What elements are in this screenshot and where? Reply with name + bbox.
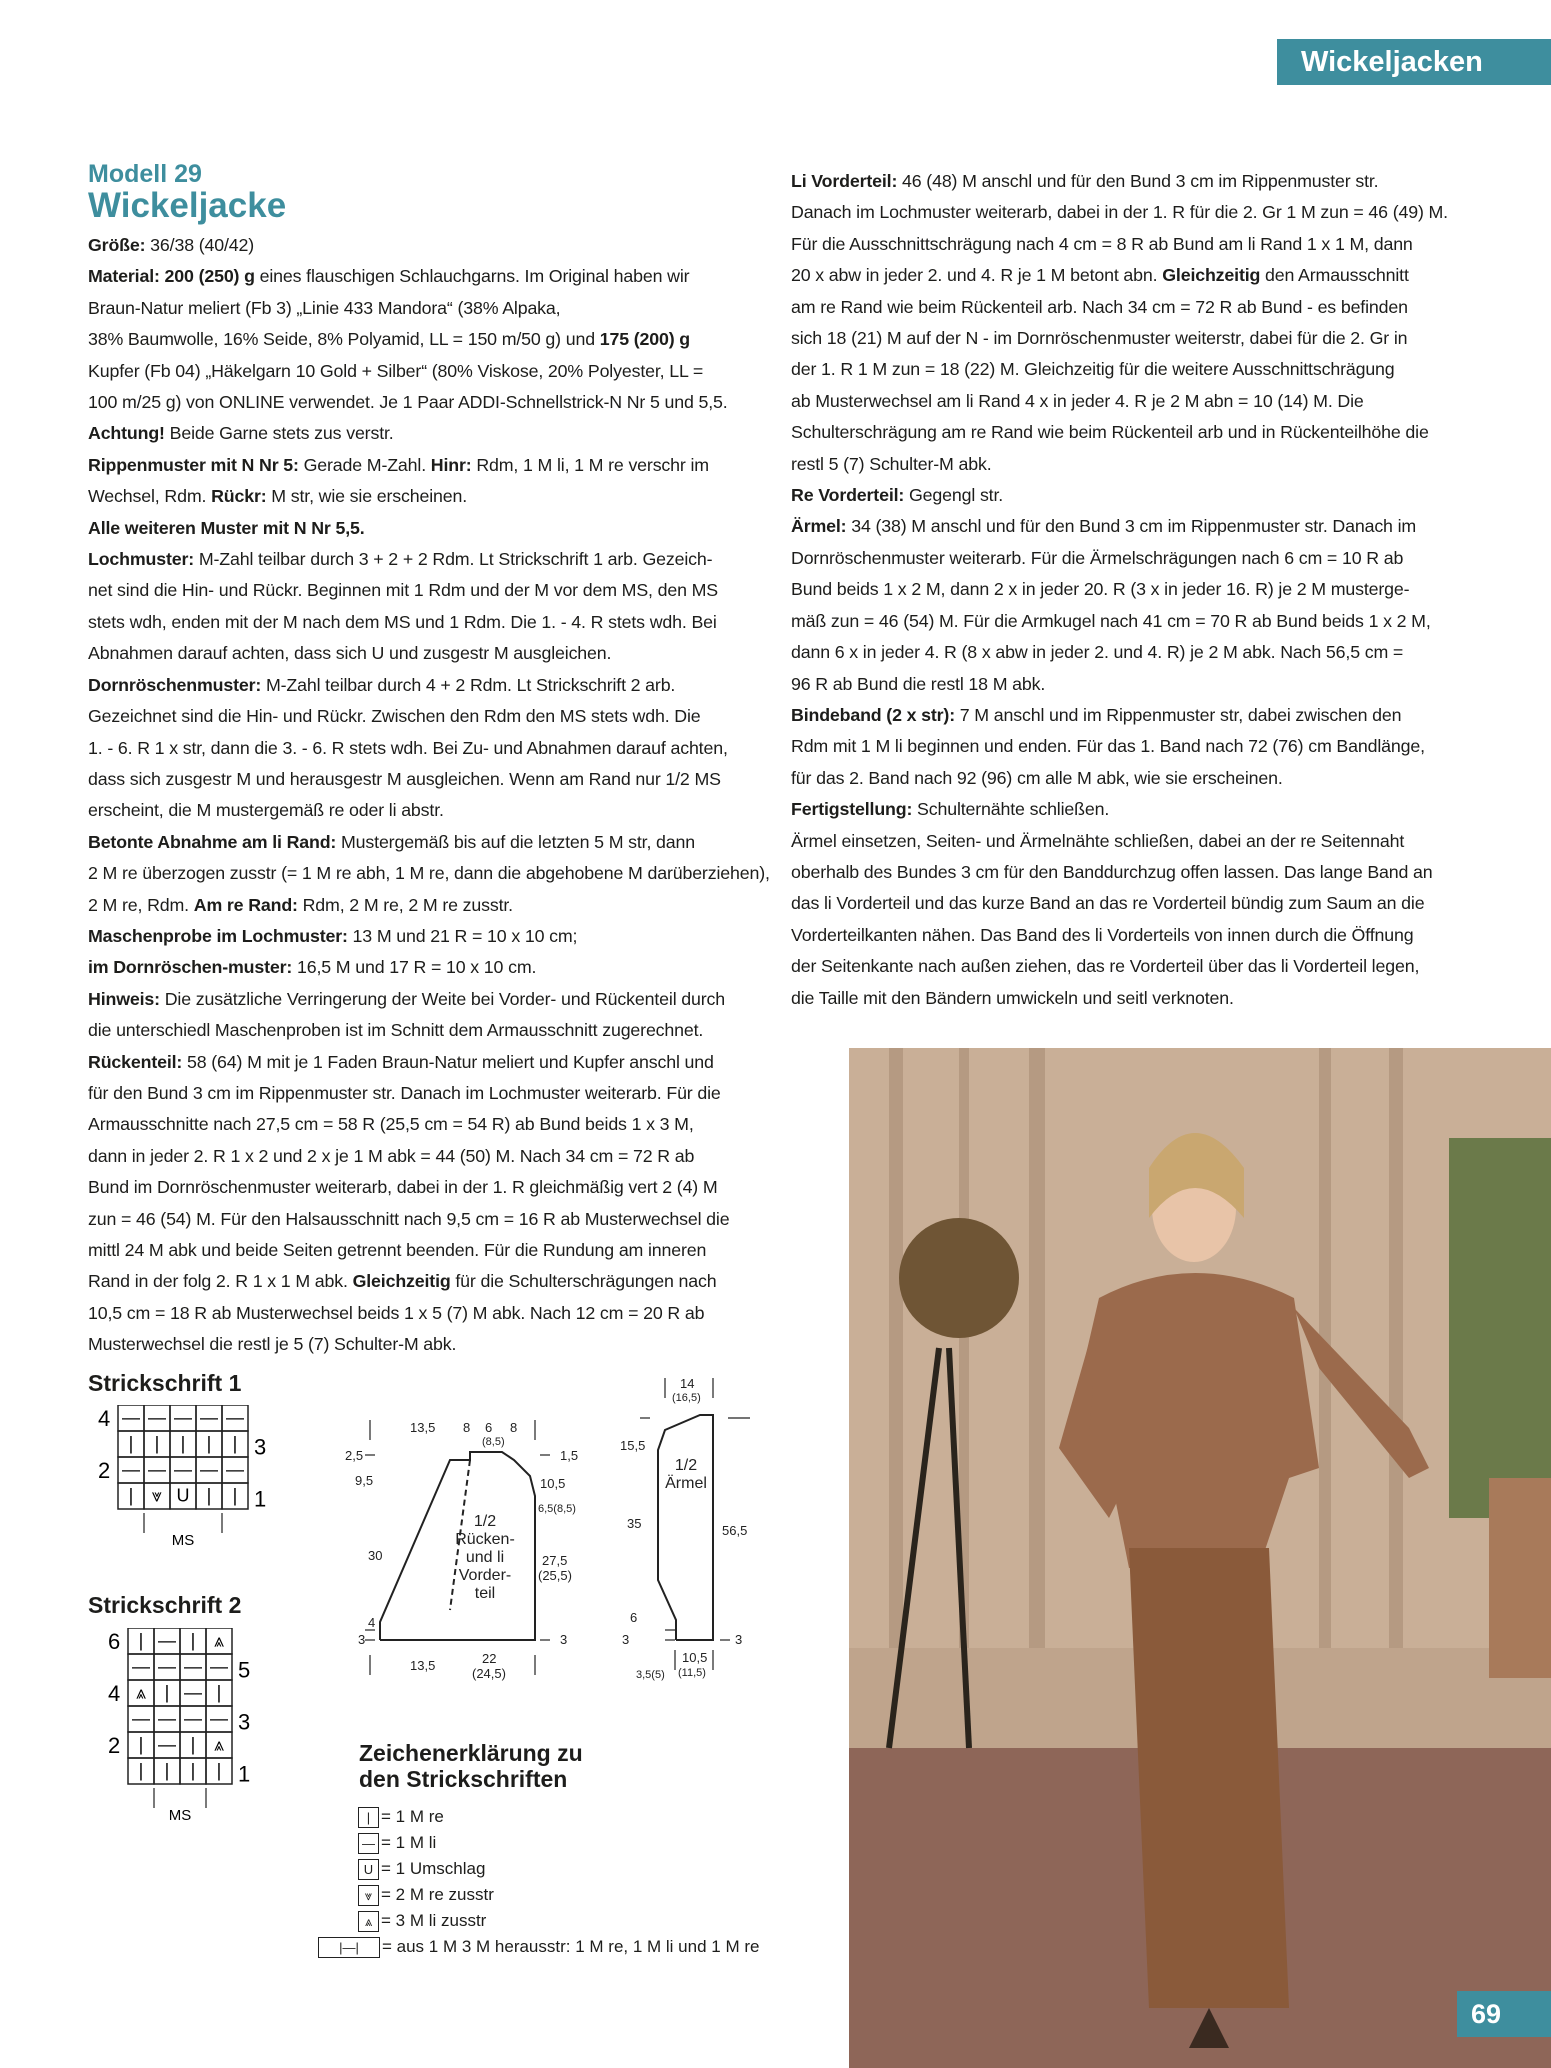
bold-text: Re Vorderteil: [791, 485, 905, 506]
schematic-sleeve [610, 1370, 780, 1690]
chart-row-number: 1 [254, 1486, 267, 1512]
text: 100 m/25 g) von ONLINE verwendet. Je 1 Paar ADDI-Schnellstrick-N Nr 5 und 5,5. [88, 392, 728, 413]
chart-symbol: — [174, 1459, 192, 1480]
text: am re Rand wie beim Rückenteil arb. Nach 34 cm = 72 R ab Bund - es befinden [791, 296, 1408, 317]
dim-body-bottom-1: 13,5 [410, 1658, 436, 1673]
model-photo [849, 1048, 1551, 2068]
text-line [88, 858, 770, 889]
schematic-body-label-5: teil [474, 1585, 496, 1602]
legend-text: = 1 M li [381, 1833, 437, 1852]
chart2-title: Strickschrift 2 [88, 1592, 242, 1618]
text-line [88, 827, 770, 858]
text: Rdm mit 1 M li beginnen und enden. Für das 1. Band nach 72 (76) cm Bandlänge, [791, 736, 1425, 757]
instructions-left-column [88, 230, 770, 1361]
text-line [791, 888, 1466, 919]
schematic-body-label-1: 1/2 [473, 1513, 497, 1530]
chart-symbol: | [232, 1433, 238, 1454]
text-line [791, 606, 1466, 637]
legend-item [358, 1831, 436, 1855]
text-line [791, 669, 1466, 700]
chart-row-number: 3 [254, 1434, 267, 1460]
text-line [88, 890, 770, 921]
page-number: 69 [1457, 1991, 1551, 2037]
legend-text: = 2 M re zusstr [381, 1885, 494, 1904]
chart-symbol: — [158, 1656, 176, 1677]
text: 13 M und 21 R = 10 x 10 cm; [347, 925, 578, 946]
text: der 1. R 1 M zun = 18 (22) M. Gleichzeitig für die weitere Ausschnittschrägung [791, 359, 1395, 380]
text: restl 5 (7) Schulter-M abk. [791, 453, 992, 474]
text: Die zusätzliche Verringerung der Weite bei Vorder- und Rückenteil durch [159, 988, 726, 1009]
text-line [791, 543, 1466, 574]
text: Für die Ausschnittschrägung nach 4 cm = 8 R ab Bund am li Rand 1 x 1 M, dann [791, 233, 1413, 254]
text-line [88, 1204, 770, 1235]
dim-sleeve-right-1: 56,5 [722, 1523, 748, 1538]
bold-text: Alle weiteren Muster mit N Nr 5,5. [88, 517, 365, 538]
legend-item [318, 1935, 759, 1959]
text-line [88, 356, 770, 387]
chart-symbol: | [138, 1734, 144, 1755]
bold-text: Größe: [88, 235, 146, 255]
text: Dornröschenmuster weiterarb. Für die Ärmelschrägungen nach 6 cm = 10 R ab [791, 547, 1404, 568]
chart-symbol: — [200, 1459, 218, 1480]
text-line [88, 764, 770, 795]
bold-text: im Dornröschen-muster: [88, 957, 293, 978]
text: 2 M re, Rdm. [88, 894, 194, 915]
schematic-body-label-2: Rücken- [455, 1531, 515, 1548]
text: zun = 46 (54) M. Für den Halsausschnitt nach 9,5 cm = 16 R ab Musterwechsel die [88, 1208, 730, 1229]
text-line [88, 1266, 770, 1297]
chart-symbol: | [206, 1433, 212, 1454]
bold-text: Am re Rand: [193, 894, 298, 915]
chart-symbol: | [138, 1760, 144, 1781]
chart-symbol: ⩓ [135, 1682, 147, 1703]
legend-item [358, 1857, 485, 1881]
text-line [791, 480, 1466, 511]
dim-body-bottom-3: (24,5) [472, 1666, 506, 1681]
schematic-body-label-4: Vorder- [458, 1567, 512, 1584]
dim-sleeve-bottom-3: (11,5) [678, 1667, 706, 1679]
legend-text: = 3 M li zusstr [381, 1911, 487, 1930]
text: für die Schulterschrägungen nach [450, 1271, 717, 1292]
text: für den Bund 3 cm im Rippenmuster str. Danach im Lochmuster weiterarb. Für die [88, 1082, 721, 1103]
chart-symbol: | [128, 1433, 134, 1454]
text-line [88, 1235, 770, 1266]
chart-symbol: — [200, 1407, 218, 1428]
text-line [88, 230, 770, 261]
text-line [88, 513, 770, 544]
chart-symbol: — [148, 1459, 166, 1480]
text: dass sich zusgestr M und herausgestr M ausgleichen. Wenn am Rand nur 1/2 MS [88, 768, 721, 789]
chart-row-number: 5 [238, 1657, 251, 1683]
legend-title-line-1: Zeichenerklärung zu [359, 1740, 583, 1766]
schematic-sleeve-outline [658, 1415, 713, 1640]
bold-text: Betonte Abnahme am li Rand: [88, 831, 337, 852]
dim-sleeve-bottom-1: 3,5(5) [636, 1669, 665, 1681]
dim-body-right-5: (25,5) [538, 1568, 572, 1583]
text: Rdm, 1 M li, 1 M re verschr im [471, 454, 709, 475]
text: Beide Garne stets zus verstr. [164, 423, 394, 444]
text: 36/38 (40/42) [145, 235, 255, 255]
dim-body-top-3: 6 [485, 1420, 493, 1435]
chart-symbol: | [180, 1433, 186, 1454]
text: für das 2. Band nach 92 (96) cm alle M abk, wie sie erscheinen. [791, 767, 1283, 788]
text-line [791, 449, 1466, 480]
text-line [88, 638, 770, 669]
text: 96 R ab Bund die restl 18 M abk. [791, 673, 1046, 694]
legend-title-line-2: den Strickschriften [359, 1766, 568, 1792]
legend-text: = aus 1 M 3 M herausstr: 1 M re, 1 M li und 1 M re [382, 1937, 760, 1956]
text-line [88, 544, 770, 575]
chart-symbol: — [122, 1407, 140, 1428]
text: oberhalb des Bundes 3 cm für den Banddurchzug offen lassen. Das lange Band an [791, 861, 1433, 882]
text: 10,5 cm = 18 R ab Musterwechsel beids 1 x 5 (7) M abk. Nach 12 cm = 20 R ab [88, 1302, 705, 1323]
bold-text: 175 (200) g [599, 329, 691, 350]
dim-body-left-5: 3 [358, 1632, 366, 1647]
dim-sleeve-left-1: 15,5 [620, 1438, 646, 1453]
section-tag: Wickeljacken [1277, 39, 1551, 85]
chart-symbol: | [138, 1630, 144, 1651]
text: Wechsel, Rdm. [88, 486, 212, 507]
text-line [88, 261, 770, 292]
text-line [88, 1047, 770, 1078]
legend-symbol: ⩓ [358, 1911, 379, 1932]
text-line [791, 700, 1466, 731]
chart-symbol: — [158, 1734, 176, 1755]
bold-text: Ärmel: [791, 516, 847, 537]
chart-symbol: — [184, 1656, 202, 1677]
text-line [791, 417, 1466, 448]
text: Armausschnitte nach 27,5 cm = 58 R (25,5 cm = 54 R) ab Bund beids 1 x 3 M, [88, 1114, 694, 1135]
text: 1. - 6. R 1 x str, dann die 3. - 6. R stets wdh. Bei Zu- und Abnahmen darauf achten, [88, 737, 728, 758]
text-line [88, 387, 770, 418]
chart-row-number: 6 [108, 1628, 121, 1654]
chart-symbol: | [206, 1485, 212, 1506]
bold-text: Li Vorderteil: [791, 171, 898, 191]
text-line [88, 1015, 770, 1046]
dim-body-top-1: 13,5 [410, 1420, 436, 1435]
text-line [88, 293, 770, 324]
text-line [88, 1078, 770, 1109]
text: 20 x abw in jeder 2. und 4. R je 1 M betont abn. [791, 265, 1163, 286]
text-line [88, 670, 770, 701]
text: den Armausschnitt [1260, 265, 1409, 286]
text: Abnahmen darauf achten, dass sich U und zusgestr M ausgleichen. [88, 643, 612, 664]
dim-sleeve-top-1: 14 [680, 1376, 695, 1391]
text: Schulterschrägung am re Rand wie beim Rückenteil arb und in Rückenteilhöhe die [791, 422, 1429, 443]
text: Gegengl str. [904, 485, 1004, 506]
text: mäß zun = 46 (54) M. Für die Armkugel nach 41 cm = 70 R ab Bund beids 1 x 2 M, [791, 610, 1431, 631]
text-line [88, 1109, 770, 1140]
text-line [88, 952, 770, 983]
legend-item [358, 1805, 444, 1829]
legend-symbol: |—| [318, 1937, 380, 1958]
bold-text: Fertigstellung: [791, 799, 913, 820]
text: 2 M re überzogen zusstr (= 1 M re abh, 1 M re, dann die abgehobene M darüberziehen), [88, 863, 770, 884]
legend-symbol: | [358, 1807, 379, 1828]
bold-text: Achtung! [88, 423, 165, 444]
text: Braun-Natur meliert (Fb 3) „Linie 433 Mandora“ (38% Alpaka, [88, 297, 561, 318]
text: Ärmel einsetzen, Seiten- und Ärmelnähte schließen, dabei an der re Seitennaht [791, 830, 1405, 851]
text: dann in jeder 2. R 1 x 2 und 2 x je 1 M abk = 44 (50) M. Nach 34 cm = 72 R ab [88, 1145, 695, 1166]
chart-symbol: | [190, 1630, 196, 1651]
dim-body-right-6: 3 [560, 1632, 568, 1647]
knitting-chart-2 [100, 1628, 270, 1838]
chart-symbol: | [232, 1485, 238, 1506]
chart-symbol: — [148, 1407, 166, 1428]
chart-symbol: | [164, 1760, 170, 1781]
text: ab Musterwechsel am li Rand 4 x in jeder 4. R je 2 M abn = 10 (14) M. Die [791, 390, 1364, 411]
dim-body-top-alt: (8,5) [482, 1436, 505, 1448]
text: 46 (48) M anschl und für den Bund 3 cm im Rippenmuster str. [897, 171, 1379, 191]
legend-text: = 1 Umschlag [381, 1859, 486, 1878]
bold-text: Bindeband (2 x str): [791, 704, 955, 725]
text-line [791, 857, 1466, 888]
text: eines flauschigen Schlauchgarns. Im Original haben wir [254, 266, 690, 287]
text: 16,5 M und 17 R = 10 x 10 cm. [292, 957, 537, 978]
bold-text: Gleichzeitig [1162, 265, 1261, 286]
text-line [88, 450, 770, 481]
text-line [88, 1298, 770, 1329]
text-line [88, 607, 770, 638]
text-line [791, 166, 1466, 197]
text-line [791, 197, 1466, 228]
chart-row-number: 1 [238, 1761, 251, 1787]
chart-symbol: — [210, 1656, 228, 1677]
bold-text: Dornröschenmuster: [88, 674, 262, 695]
chart-symbol: — [132, 1708, 150, 1729]
legend-symbol: ⩔ [358, 1885, 379, 1906]
chart-row-number: 2 [98, 1457, 111, 1483]
text: Mustergemäß bis auf die letzten 5 M str, dann [336, 831, 695, 852]
text-line [791, 292, 1466, 323]
text: Bund im Dornröschenmuster weiterarb, dabei in der 1. R gleichmäßig vert 2 (4) M [88, 1177, 718, 1198]
chart-symbol: — [158, 1708, 176, 1729]
text: 7 M anschl und im Rippenmuster str, dabei zwischen den [954, 704, 1402, 725]
bold-text: Hinr: [430, 454, 472, 475]
chart-symbol: — [174, 1407, 192, 1428]
repeat-label: MS [168, 1807, 192, 1824]
text-line [88, 701, 770, 732]
chart-symbol: ⩓ [213, 1630, 225, 1651]
dim-sleeve-right-2: 3 [735, 1632, 743, 1647]
text-line [88, 733, 770, 764]
text: Vorderteilkanten nähen. Das Band des li Vorderteils von innen durch die Öffnung [791, 924, 1414, 945]
legend-symbol: U [358, 1859, 379, 1880]
text-line [88, 324, 770, 355]
chart-symbol: — [122, 1459, 140, 1480]
dim-sleeve-bottom-2: 10,5 [682, 1650, 708, 1665]
repeat-label: MS [171, 1532, 195, 1549]
schematic-back-front [330, 1410, 600, 1690]
text-line [88, 1141, 770, 1172]
text: 34 (38) M anschl und für den Bund 3 cm im Rippenmuster str. Danach im [846, 516, 1417, 537]
chart-symbol: — [226, 1407, 244, 1428]
dim-sleeve-top-2: (16,5) [672, 1392, 701, 1404]
dim-sleeve-left-3: 6 [630, 1610, 638, 1625]
text-line [88, 481, 770, 512]
text: 58 (64) M mit je 1 Faden Braun-Natur meliert und Kupfer anschl und [182, 1051, 714, 1072]
dim-body-left-2: 9,5 [355, 1473, 374, 1488]
text: Danach im Lochmuster weiterarb, dabei in der 1. R für die 2. Gr 1 M zun = 46 (49) M. [791, 202, 1448, 223]
text: 38% Baumwolle, 16% Seide, 8% Polyamid, LL = 150 m/50 g) und [88, 329, 600, 350]
bold-text: Maschenprobe im Lochmuster: [88, 925, 348, 946]
text-line [791, 920, 1466, 951]
dim-body-right-1: 1,5 [560, 1448, 579, 1463]
text-line [791, 323, 1466, 354]
bold-text: Rückenteil: [88, 1051, 183, 1072]
chart-symbol: — [210, 1708, 228, 1729]
article-title: Wickeljacke [88, 186, 287, 225]
legend-text: = 1 M re [381, 1807, 444, 1826]
bold-text: Material: 200 (250) g [88, 266, 255, 287]
text: Rdm, 2 M re, 2 M re zusstr. [297, 894, 513, 915]
text: Musterwechsel die restl je 5 (7) Schulter-M abk. [88, 1334, 457, 1355]
text-line [791, 386, 1466, 417]
chart-symbol: | [164, 1682, 170, 1703]
chart-symbol: U [176, 1485, 190, 1506]
text: Rand in der folg 2. R 1 x 1 M abk. [88, 1271, 353, 1292]
text-line [791, 983, 1466, 1014]
text-line [791, 229, 1466, 260]
text-line [791, 511, 1466, 542]
text: M str, wie sie erscheinen. [266, 486, 468, 507]
chart-symbol: | [216, 1760, 222, 1781]
text-line [88, 921, 770, 952]
model-label: Modell 29 [88, 160, 202, 188]
text-line [791, 826, 1466, 857]
bold-text: Rippenmuster mit N Nr 5: [88, 454, 299, 475]
text: Gezeichnet sind die Hin- und Rückr. Zwischen den Rdm den MS stets wdh. Die [88, 706, 701, 727]
text-line [791, 260, 1466, 291]
text: net sind die Hin- und Rückr. Beginnen mit 1 Rdm und der M vor dem MS, den MS [88, 580, 719, 601]
text: Bund beids 1 x 2 M, dann 2 x in jeder 20. R (3 x in jeder 16. R) je 2 M musterge- [791, 579, 1410, 600]
chart-symbol: | [128, 1485, 134, 1506]
legend-symbol: — [358, 1833, 379, 1854]
bold-text: Lochmuster: [88, 549, 195, 570]
chart-symbol: — [158, 1630, 176, 1651]
text: Schulternähte schließen. [912, 799, 1110, 820]
text: M-Zahl teilbar durch 3 + 2 + 2 Rdm. Lt Strickschrift 1 arb. Gezeich- [194, 549, 713, 570]
dim-body-left-3: 30 [368, 1548, 383, 1563]
instructions-right-column [791, 166, 1466, 1014]
text: die Taille mit den Bändern umwickeln und seitl verknoten. [791, 987, 1234, 1008]
text: die unterschiedl Maschenproben ist im Schnitt dem Armausschnitt zugerechnet. [88, 1020, 704, 1041]
text-line [791, 951, 1466, 982]
text-line [88, 984, 770, 1015]
chart-row-number: 4 [108, 1680, 121, 1706]
text: mittl 24 M abk und beide Seiten getrennt beenden. Für die Rundung am inneren [88, 1240, 707, 1260]
bold-text: Hinweis: [88, 988, 160, 1009]
chart-row-number: 4 [98, 1405, 111, 1431]
schematic-body-label-3: und li [465, 1549, 505, 1566]
chart-symbol: — [226, 1459, 244, 1480]
chart1-title: Strickschrift 1 [88, 1370, 242, 1396]
text: sich 18 (21) M auf der N - im Dornröschenmuster weiterstr, dabei für die 2. Gr in [791, 328, 1408, 349]
text: das li Vorderteil und das kurze Band an das re Vorderteil bündig zum Saum an die [791, 893, 1425, 914]
text-line [88, 575, 770, 606]
chart-symbol: | [190, 1734, 196, 1755]
text: Kupfer (Fb 04) „Häkelgarn 10 Gold + Silber“ (80% Viskose, 20% Polyester, LL = [88, 360, 704, 381]
chart-symbol: — [132, 1656, 150, 1677]
dim-body-bottom-2: 22 [482, 1651, 497, 1666]
text-line [791, 574, 1466, 605]
chart-row-number: 3 [238, 1709, 251, 1735]
text-line [88, 795, 770, 826]
legend-item [358, 1909, 486, 1933]
text: stets wdh, enden mit der M nach dem MS und 1 Rdm. Die 1. - 4. R stets wdh. Bei [88, 611, 717, 632]
text-line [791, 763, 1466, 794]
chart-symbol: — [184, 1682, 202, 1703]
dim-body-right-2: 10,5 [540, 1476, 566, 1491]
chart-symbol: — [184, 1708, 202, 1729]
text-line [791, 794, 1466, 825]
dim-body-top-2: 8 [463, 1420, 471, 1435]
chart-symbol: | [216, 1682, 222, 1703]
text-line [88, 1329, 770, 1360]
schematic-sleeve-label-1: 1/2 [674, 1457, 698, 1474]
text: der Seitenkante nach außen ziehen, das re Vorderteil über das li Vorderteil legen, [791, 956, 1420, 977]
text-line [88, 1172, 770, 1203]
chart-symbol: | [190, 1760, 196, 1781]
dim-sleeve-left-4: 3 [622, 1632, 630, 1647]
schematic-sleeve-label-2: Ärmel [665, 1475, 707, 1492]
legend-title [359, 1740, 679, 1792]
dim-sleeve-left-2: 35 [627, 1516, 642, 1531]
bold-text: Gleichzeitig [352, 1271, 451, 1292]
chart-symbol: ⩓ [213, 1734, 225, 1755]
chart-row-number: 2 [108, 1732, 121, 1758]
dim-body-top-4: 8 [510, 1420, 518, 1435]
knitting-chart-1 [88, 1405, 288, 1565]
dim-body-left-1: 2,5 [345, 1448, 364, 1463]
text: dann 6 x in jeder 4. R (8 x abw in jeder 2. und 4. R) je 2 M abk. Nach 56,5 cm = [791, 642, 1404, 663]
text: M-Zahl teilbar durch 4 + 2 Rdm. Lt Strickschrift 2 arb. [261, 674, 676, 695]
chart-symbol: ⩔ [151, 1485, 163, 1506]
text-line [791, 731, 1466, 762]
dim-body-left-4: 4 [368, 1615, 376, 1630]
dim-body-right-3: 6,5(8,5) [538, 1503, 576, 1515]
bold-text: Rückr: [211, 486, 267, 507]
dim-body-right-4: 27,5 [542, 1553, 568, 1568]
text: Gerade M-Zahl. [298, 454, 431, 475]
chart-symbol: | [154, 1433, 160, 1454]
legend-item [358, 1883, 494, 1907]
text-line [791, 354, 1466, 385]
text-line [88, 418, 770, 449]
text: erscheint, die M mustergemäß re oder li abstr. [88, 800, 444, 821]
text-line [791, 637, 1466, 668]
